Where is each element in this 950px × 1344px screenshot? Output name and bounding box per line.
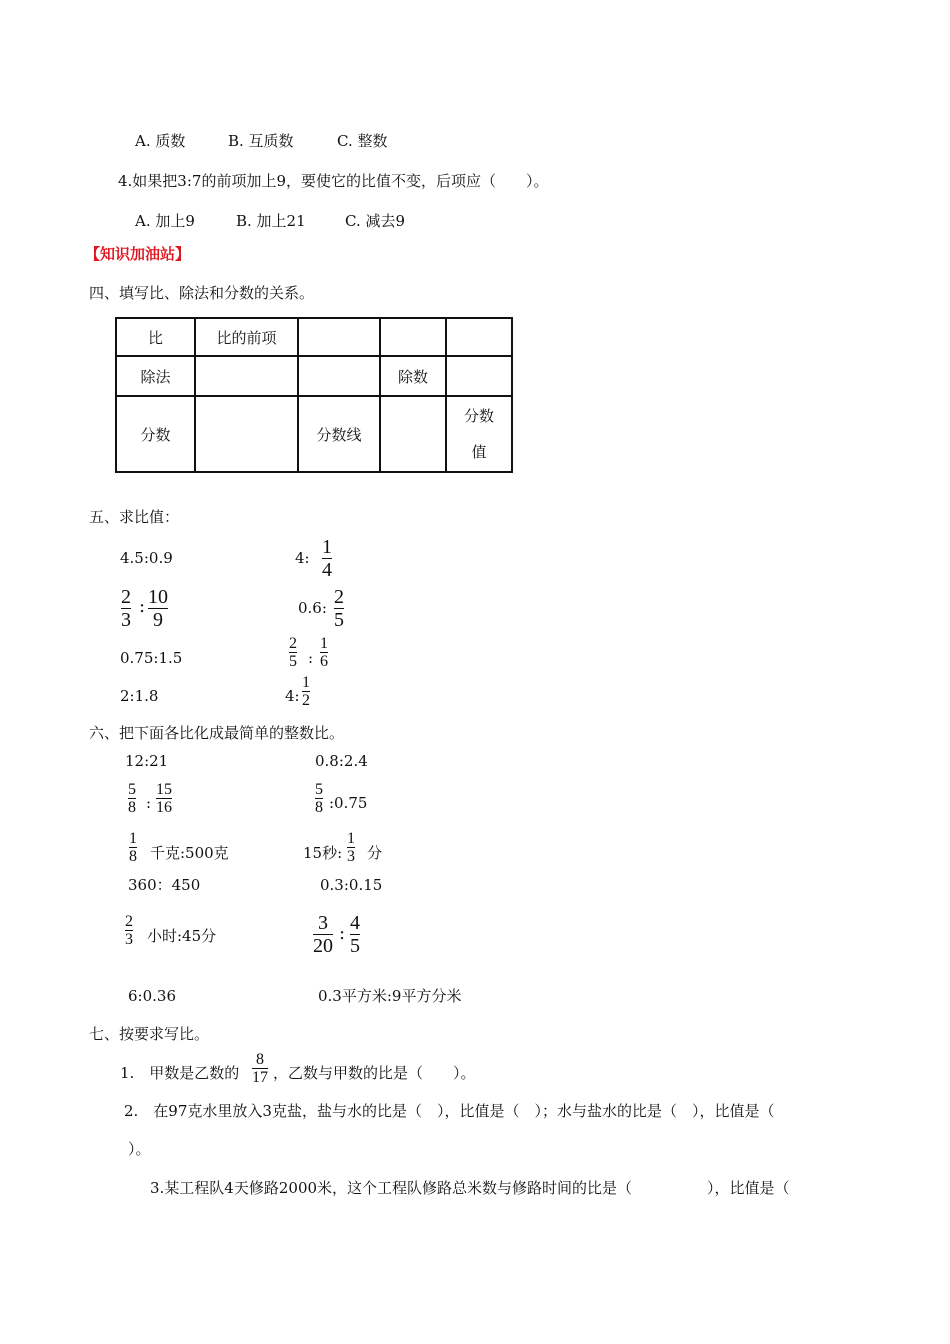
q7-3: 3.某工程队4天修路2000米，这个工程队修路总米数与修路时间的比是（ ），比值是（ <box>150 1179 790 1197</box>
section-tag: 【知识加油站】 <box>85 245 191 263</box>
numerator: 1 <box>347 830 355 847</box>
numerator: 8 <box>256 1051 264 1068</box>
q4-option-b: B. 加上21 <box>236 212 306 230</box>
table-cell: 除法 <box>116 356 195 396</box>
ratio-item: 6:0.36 <box>128 987 176 1005</box>
ratio-item: 0.3:0.15 <box>320 876 383 894</box>
ratio-item: 0.75:1.5 <box>120 649 183 667</box>
numerator: 1 <box>322 536 332 558</box>
option-b: B. 互质数 <box>228 132 294 150</box>
option-a: A. 质数 <box>135 132 186 150</box>
fraction <box>121 586 131 631</box>
ratio-item: 0.8:2.4 <box>315 752 368 770</box>
numerator: 3 <box>318 912 328 934</box>
table-cell: 分数 <box>116 396 195 472</box>
numerator: 1 <box>320 635 328 652</box>
cell-text: 分数值 <box>463 407 494 461</box>
numerator: 1 <box>302 674 310 691</box>
ratio-item-suffix: 分 <box>367 844 383 862</box>
denominator: 8 <box>315 799 323 816</box>
denominator: 8 <box>128 799 136 816</box>
option-c: C. 整数 <box>337 132 388 150</box>
fraction <box>289 635 297 670</box>
section-5-title: 五、求比值： <box>89 508 180 526</box>
ratio-sign: : <box>146 794 152 812</box>
denominator: 5 <box>350 935 360 957</box>
denominator: 17 <box>252 1069 268 1086</box>
denominator: 3 <box>121 609 131 631</box>
denominator: 6 <box>320 653 328 670</box>
ratio-item: 0.3平方米:9平方分米 <box>318 987 462 1005</box>
table-cell: 分数线 <box>298 396 380 472</box>
fraction <box>156 781 172 816</box>
denominator: 5 <box>334 609 344 631</box>
ratio-item-suffix: :0.75 <box>329 794 368 812</box>
denominator: 2 <box>302 692 310 709</box>
question-4: 4.如果把3:7的前项加上9，要使它的比值不变，后项应（ ）。 <box>118 172 549 190</box>
numerator: 1 <box>129 830 137 847</box>
table-cell[interactable] <box>195 356 298 396</box>
q7-1-prefix: 1. 甲数是乙数的 <box>120 1064 240 1082</box>
fraction <box>334 586 344 631</box>
relation-table <box>115 317 513 473</box>
fraction <box>148 586 168 631</box>
denominator: 9 <box>153 609 163 631</box>
table-cell[interactable] <box>298 356 380 396</box>
table-cell[interactable] <box>195 396 298 472</box>
ratio-sign: : <box>308 649 314 667</box>
fraction <box>129 830 137 865</box>
table-cell: 除数 <box>380 356 446 396</box>
section-7-title: 七、按要求写比。 <box>89 1025 210 1043</box>
fraction <box>125 913 133 948</box>
fraction <box>320 635 328 670</box>
q7-2-line2: ）。 <box>128 1140 151 1158</box>
fraction <box>350 912 360 957</box>
numerator: 2 <box>121 586 131 608</box>
denominator: 20 <box>313 935 333 957</box>
denominator: 4 <box>322 559 332 581</box>
table-cell[interactable] <box>446 318 512 356</box>
fraction <box>315 781 323 816</box>
numerator: 4 <box>350 912 360 934</box>
denominator: 16 <box>156 799 172 816</box>
denominator: 8 <box>129 848 137 865</box>
ratio-item: 4.5:0.9 <box>120 549 173 567</box>
table-cell: 比 <box>116 318 195 356</box>
numerator: 5 <box>128 781 136 798</box>
ratio-item-prefix: 15秒: <box>303 844 343 862</box>
ratio-item-prefix: 0.6: <box>298 599 327 617</box>
ratio-item: 12:21 <box>125 752 169 770</box>
table-cell[interactable] <box>380 318 446 356</box>
numerator: 2 <box>289 635 297 652</box>
section-4-title: 四、填写比、除法和分数的关系。 <box>89 284 315 302</box>
table-cell[interactable] <box>298 318 380 356</box>
q7-1-suffix: ，乙数与甲数的比是（ ）。 <box>273 1064 476 1082</box>
numerator: 2 <box>334 586 344 608</box>
denominator: 3 <box>347 848 355 865</box>
section-6-title: 六、把下面各比化成最简单的整数比。 <box>89 724 345 742</box>
table-cell: 比的前项 <box>195 318 298 356</box>
fraction <box>347 830 355 865</box>
table-cell[interactable] <box>446 356 512 396</box>
denominator: 3 <box>125 931 133 948</box>
denominator: 5 <box>289 653 297 670</box>
fraction <box>302 674 310 709</box>
ratio-item-prefix: 4: <box>285 687 300 705</box>
fraction <box>252 1051 268 1086</box>
ratio-item-suffix: 千克:500克 <box>150 844 229 862</box>
q4-option-a: A. 加上9 <box>135 212 195 230</box>
table-cell[interactable] <box>380 396 446 472</box>
q7-2-line1: 2. 在97克水里放入3克盐，盐与水的比是（ ），比值是（ ）；水与盐水的比是（ ），比值是（ <box>124 1102 775 1120</box>
q4-option-c: C. 减去9 <box>345 212 406 230</box>
numerator: 15 <box>156 781 172 798</box>
ratio-item: 360：450 <box>128 876 201 894</box>
numerator: 10 <box>148 586 168 608</box>
ratio-item: 2:1.8 <box>120 687 159 705</box>
fraction <box>313 912 333 957</box>
ratio-sign: : <box>339 923 346 944</box>
fraction <box>322 536 332 581</box>
numerator: 5 <box>315 781 323 798</box>
fraction <box>128 781 136 816</box>
ratio-item-prefix: 4: <box>295 549 310 567</box>
table-cell <box>446 396 512 472</box>
ratio-sign: : <box>139 596 146 617</box>
ratio-item-suffix: 小时:45分 <box>147 927 217 945</box>
numerator: 2 <box>125 913 133 930</box>
